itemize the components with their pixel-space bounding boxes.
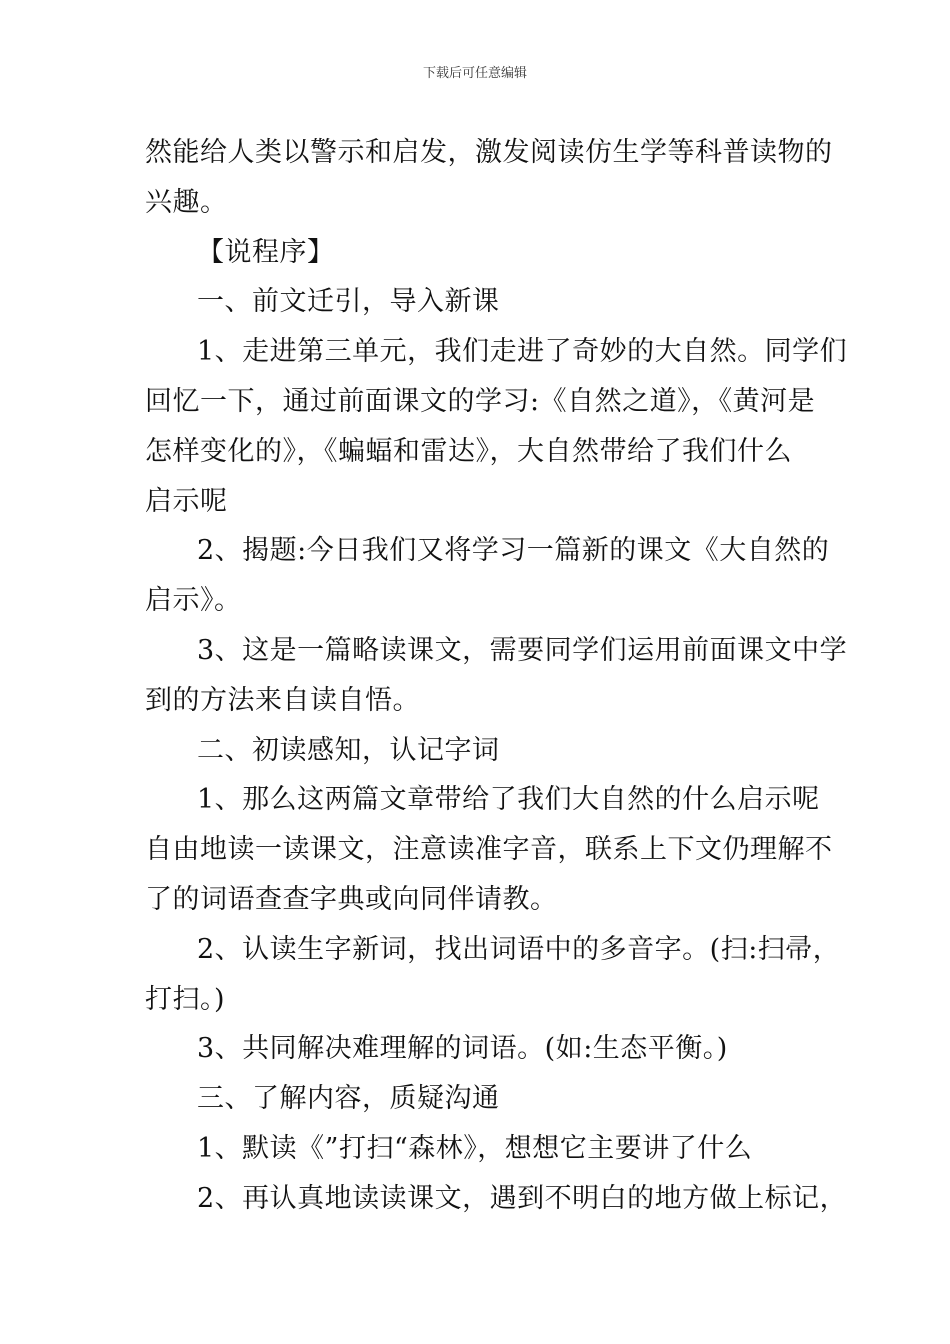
section-heading: 一、前文迁引，导入新课 bbox=[197, 286, 500, 318]
list-item-start: 1、默读《”打扫“森林》，想想它主要讲了什么 bbox=[197, 1132, 753, 1164]
text-line: 启示呢 bbox=[145, 485, 228, 517]
list-item-start: 1、那么这两篇文章带给了我们大自然的什么启示呢 bbox=[197, 784, 820, 816]
section-heading: 二、初读感知，认记字词 bbox=[197, 734, 500, 766]
section-heading: 【说程序】 bbox=[197, 236, 335, 268]
text-line: 到的方法来自读自悟。 bbox=[145, 684, 420, 716]
list-item-start: 1、走进第三单元，我们走进了奇妙的大自然。同学们 bbox=[197, 336, 848, 368]
list-item-start: 3、这是一篇略读课文，需要同学们运用前面课文中学 bbox=[197, 634, 848, 666]
text-line: 然能给人类以警示和启发，激发阅读仿生学等科普读物的 bbox=[145, 137, 833, 168]
list-item-start: 2、再认真地读读课文，遇到不明白的地方做上标记， bbox=[197, 1182, 848, 1214]
list-item-start: 2、揭题:今日我们又将学习一篇新的课文《大自然的 bbox=[197, 535, 830, 567]
page-header: 下载后可任意编辑 bbox=[422, 66, 527, 81]
text-line: 回忆一下，通过前面课文的学习:《自然之道》，《黄河是 bbox=[145, 385, 816, 417]
text-line: 打扫。) bbox=[145, 983, 226, 1015]
text-line: 启示》。 bbox=[145, 585, 242, 617]
list-item-start: 3、共同解决难理解的词语。(如:生态平衡。) bbox=[197, 1033, 728, 1065]
section-heading: 三、了解内容，质疑沟通 bbox=[197, 1083, 500, 1115]
document-body bbox=[145, 128, 848, 1224]
text-line: 自由地读一读课文，注意读准字音，联系上下文仍理解不 bbox=[145, 834, 833, 866]
text-line: 了的词语查查字典或向同伴请教。 bbox=[145, 883, 558, 915]
text-line: 兴趣。 bbox=[145, 186, 228, 218]
list-item-start: 2、认读生字新词，找出词语中的多音字。(扫:扫帚， bbox=[197, 933, 841, 965]
text-line: 怎样变化的》，《蝙蝠和雷达》，大自然带给了我们什么 bbox=[145, 435, 792, 467]
